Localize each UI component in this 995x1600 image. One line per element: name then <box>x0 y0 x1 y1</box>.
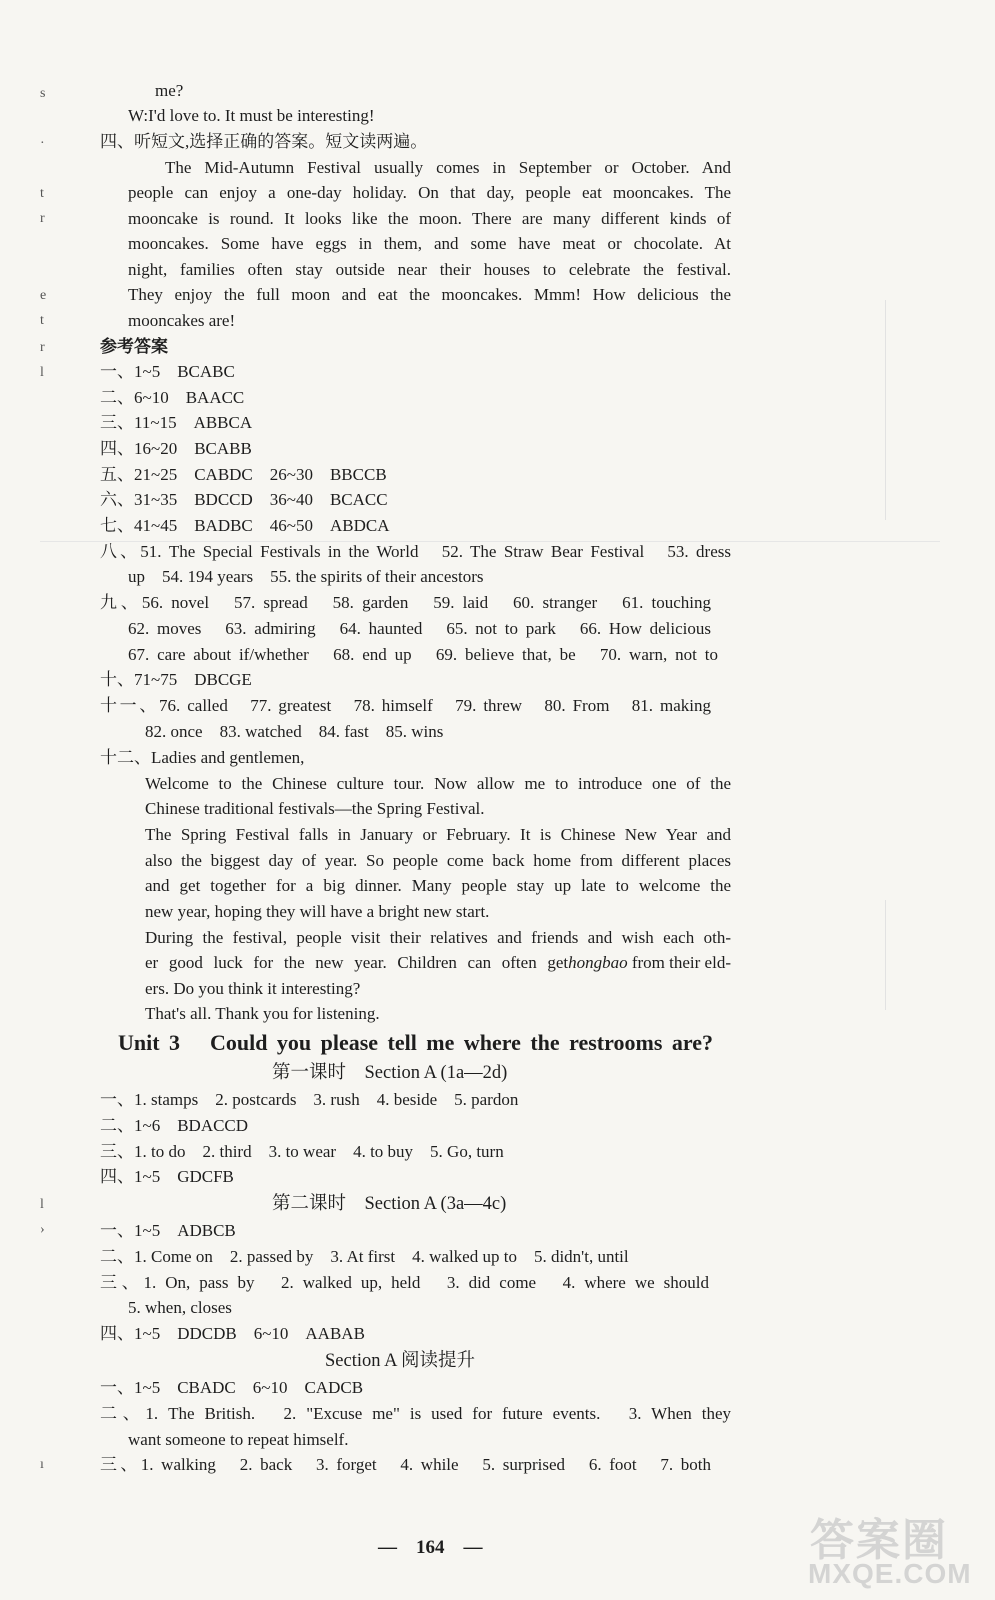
answer-row: 三、1. to do 2. third 3. to wear 4. to buy 5. Go, turn <box>100 1142 504 1161</box>
answer-row: want someone to repeat himself. <box>128 1430 349 1449</box>
essay-text: from their eld- <box>627 953 731 972</box>
unit-title: Unit 3 Could you please tell me where the restrooms are? <box>118 1030 713 1055</box>
answer-row: 四、1~5 DDCDB 6~10 AABAB <box>100 1324 365 1343</box>
answer-row: 一、1. stamps 2. postcards 3. rush 4. beside 5. pardon <box>100 1090 519 1109</box>
margin-mark: t <box>40 186 44 201</box>
margin-mark: ı <box>40 1457 44 1472</box>
transcript-line: me? <box>155 81 184 100</box>
answer-row: 八、51. The Special Festivals in the World 52. The Straw Bear Festival 53. dress <box>100 542 731 561</box>
answer-row: 5. when, closes <box>128 1298 232 1317</box>
margin-mark: r <box>40 211 45 226</box>
answer-row: 67. care about if/whether 68. end up 69. believe that, be 70. warn, not to <box>128 645 718 664</box>
essay-text: er good luck for the new year. Children can often get <box>145 953 569 972</box>
answer-row: 一、1~5 BCABC <box>100 362 235 381</box>
section-title: 第一课时 Section A (1a—2d) <box>272 1063 508 1083</box>
answer-row: 二、1. Come on 2. passed by 3. At first 4. walked up to 5. didn't, until <box>100 1247 629 1266</box>
essay-line: Welcome to the Chinese culture tour. Now allow me to introduce one of the <box>145 774 731 793</box>
essay-line <box>145 952 731 974</box>
answer-row: 十二、Ladies and gentlemen, <box>100 748 305 767</box>
answer-row: 四、16~20 BCABB <box>100 439 252 458</box>
answer-row: 七、41~45 BADBC 46~50 ABDCA <box>100 516 390 535</box>
answer-row: 三、11~15 ABBCA <box>100 413 253 432</box>
section-heading: 四、听短文,选择正确的答案。短文读两遍。 <box>100 132 428 151</box>
answer-row: 一、1~5 ADBCB <box>100 1221 236 1240</box>
answer-row: 三、1. walking 2. back 3. forget 4. while 5. surprised 6. foot 7. both <box>100 1455 711 1474</box>
answer-row: 二、6~10 BAACC <box>100 388 245 407</box>
answer-row: 九、56. novel 57. spread 58. garden 59. laid 60. stranger 61. touching <box>100 593 711 612</box>
essay-line: and get together for a big dinner. Many people stay up late to welcome the <box>145 876 731 895</box>
watermark-url: MXQE.COM <box>808 1558 972 1589</box>
transcript-line: W:I'd love to. It must be interesting! <box>128 106 375 125</box>
passage-line: people can enjoy a one-day holiday. On that day, people eat mooncakes. The <box>128 183 731 202</box>
passage-line: mooncakes. Some have eggs in them, and some have meat or chocolate. At <box>128 234 731 253</box>
essay-line: ers. Do you think it interesting? <box>145 979 361 998</box>
margin-mark: › <box>40 1222 45 1237</box>
essay-line: The Spring Festival falls in January or February. It is Chinese New Year and <box>145 825 731 844</box>
margin-mark: r <box>40 340 45 355</box>
answer-row: 四、1~5 GDCFB <box>100 1167 234 1186</box>
scan-line <box>885 300 886 520</box>
margin-mark: t <box>40 313 44 328</box>
answer-row: 82. once 83. watched 84. fast 85. wins <box>145 722 444 741</box>
passage-line: night, families often stay outside near their houses to celebrate the festival. <box>128 260 731 279</box>
answer-row: 六、31~35 BDCCD 36~40 BCACC <box>100 490 388 509</box>
essay-line: new year, hoping they will have a bright new start. <box>145 902 490 921</box>
margin-mark: e <box>40 288 47 303</box>
answer-row: 十一、76. called 77. greatest 78. himself 79. threw 80. From 81. making <box>100 696 711 715</box>
scan-line <box>885 900 886 1010</box>
essay-line: also the biggest day of year. So people come back home from different places <box>145 851 731 870</box>
essay-line: Chinese traditional festivals—the Spring Festival. <box>145 799 485 818</box>
essay-line: During the festival, people visit their relatives and friends and wish each oth- <box>145 928 731 947</box>
section-title: 第二课时 Section A (3a—4c) <box>272 1194 507 1214</box>
page-number: — 164 — <box>378 1537 483 1558</box>
answers-heading: 参考答案 <box>100 337 168 356</box>
essay-line: That's all. Thank you for listening. <box>145 1004 380 1023</box>
watermark-text: 答案圈 <box>810 1516 948 1565</box>
answer-row: 十、71~75 DBCGE <box>100 670 252 689</box>
section-title: Section A 阅读提升 <box>325 1351 476 1371</box>
margin-mark: s <box>40 86 46 101</box>
answer-row: 二、1~6 BDACCD <box>100 1116 249 1135</box>
passage-line: mooncakes are! <box>128 311 236 330</box>
passage-line: The Mid-Autumn Festival usually comes in September or October. And <box>165 158 731 177</box>
margin-mark: l <box>40 365 44 380</box>
passage-line: They enjoy the full moon and eat the mooncakes. Mmm! How delicious the <box>128 285 731 304</box>
answer-row: up 54. 194 years 55. the spirits of their ancestors <box>128 567 484 586</box>
answer-row: 62. moves 63. admiring 64. haunted 65. not to park 66. How delicious <box>128 619 711 638</box>
answer-row: 三、1. On, pass by 2. walked up, held 3. did come 4. where we should <box>100 1273 709 1292</box>
watermark-logo <box>800 1504 972 1594</box>
essay-italic-word: hongbao <box>568 953 628 972</box>
answer-row: 一、1~5 CBADC 6~10 CADCB <box>100 1378 364 1397</box>
answer-row: 五、21~25 CABDC 26~30 BBCCB <box>100 465 387 484</box>
margin-mark: l <box>40 1197 44 1212</box>
answer-row: 二、1. The British. 2. "Excuse me" is used for future events. 3. When they <box>100 1404 731 1423</box>
passage-line: mooncake is round. It looks like the moon. There are many different kinds of <box>128 209 731 228</box>
margin-mark: · <box>40 136 45 151</box>
